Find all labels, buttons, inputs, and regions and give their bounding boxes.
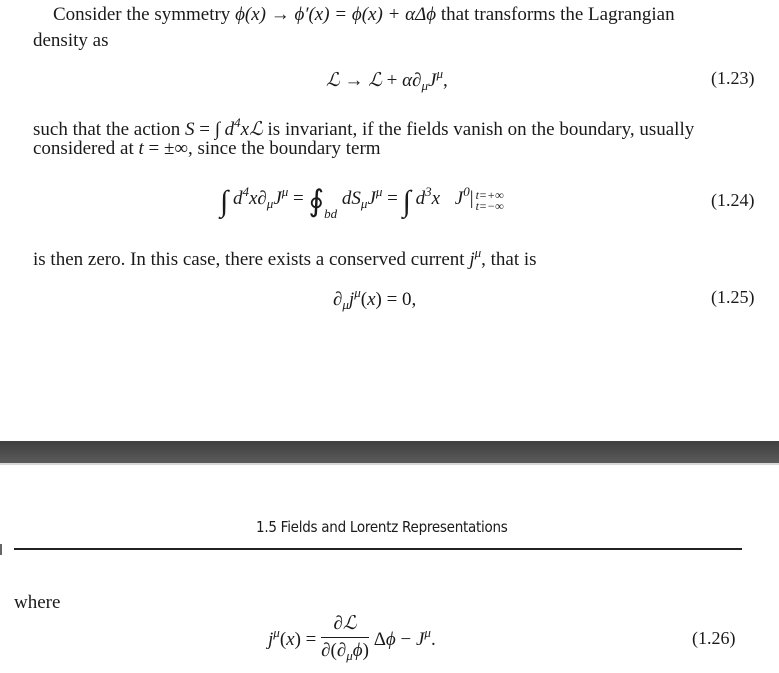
upper-limit: t=+∞ bbox=[475, 188, 504, 202]
current-symbol: $j^\mu$ bbox=[469, 245, 482, 270]
para2-line-2 bbox=[33, 136, 381, 162]
section-header: 1.5 Fields and Lorentz Representations bbox=[256, 518, 508, 536]
intro-lead: Consider the symmetry bbox=[53, 4, 231, 25]
equation-number-1-24: (1.24) bbox=[711, 190, 755, 210]
para3-text-a: is then zero. In this case, there exists a conserved current bbox=[33, 249, 465, 270]
para3-line bbox=[33, 240, 537, 273]
margin-tick bbox=[0, 544, 2, 555]
time-formula: t = ±∞, bbox=[138, 138, 193, 159]
integral-sign: ∫ bbox=[220, 185, 229, 218]
para2-text-d: since the boundary term bbox=[197, 138, 381, 159]
page-separator bbox=[0, 441, 779, 463]
equation-1-25: $\partial_\mu j^\mu(x) = 0$, bbox=[333, 285, 417, 312]
equation-1-26: $j^\mu(x)$ = $\frac{\text{∂ℒ}}{\partial(\partial_\mu\phi)}$ $\Delta\phi - J^\mu$. bbox=[268, 613, 436, 663]
equation-number-1-26: (1.26) bbox=[692, 628, 736, 648]
para2-text-a: such that the action bbox=[33, 119, 181, 140]
action-formula: S = ∫ $d^4xℒ$ bbox=[184, 115, 263, 140]
equation-number-1-23: (1.23) bbox=[711, 68, 755, 88]
equation-number-1-25: (1.25) bbox=[711, 287, 755, 307]
lagrangian-derivative-fraction: $\frac{\text{∂ℒ}}{\partial(\partial_\mu\phi)}$ bbox=[321, 613, 369, 663]
equation-1-24: ∫ $d^4x\partial_\mu J^\mu$ = $∮_{bd}$ $dS_\mu J^\mu$ = ∫ $d^3x⃗J^0|$ t=+∞ t=−∞ bbox=[220, 184, 504, 221]
where-label: where bbox=[14, 592, 61, 613]
integral-sign-2: ∫ bbox=[402, 185, 411, 218]
para3-text-b: , that is bbox=[481, 249, 537, 270]
lower-limit: t=−∞ bbox=[475, 199, 504, 213]
page-separator-edge bbox=[0, 463, 779, 465]
evaluation-limits bbox=[476, 190, 504, 212]
contour-subscript: bd bbox=[324, 206, 338, 221]
contour-integral-sign: ∮ bbox=[308, 185, 325, 218]
intro-tail: that transforms the Lagrangian bbox=[440, 4, 675, 25]
para2-text-b: is invariant, if the fields vanish on the boundary, usually bbox=[267, 119, 695, 140]
header-rule bbox=[14, 548, 742, 550]
symmetry-formula: ϕ(x) → ϕ′(x) = ϕ(x) + αΔϕ bbox=[235, 4, 437, 25]
equation-1-23: ℒ → ℒ + $\alpha\partial_\mu J^\mu$, bbox=[326, 66, 448, 93]
para2-text-c: considered at bbox=[33, 138, 134, 159]
intro-line-2: density as bbox=[33, 30, 109, 51]
intro-line-1 bbox=[53, 2, 675, 28]
